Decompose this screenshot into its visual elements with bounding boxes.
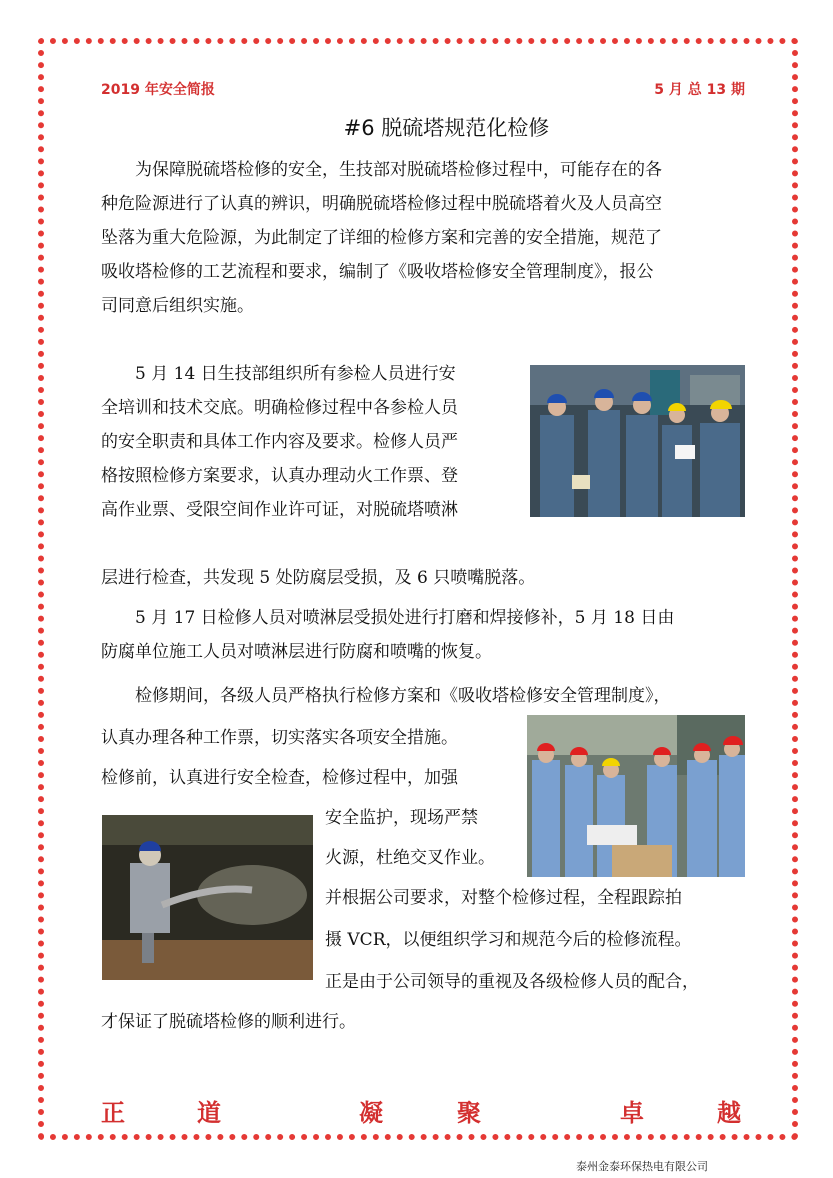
text-line: 防腐单位施工人员对喷淋层进行防腐和喷嘴的恢复。	[101, 642, 492, 662]
issue-number: 5 月 总 13 期	[654, 82, 745, 98]
text-line: 火源，杜绝交叉作业。	[325, 848, 495, 868]
motto-char: 聚	[457, 1098, 483, 1127]
text-line: 并根据公司要求，对整个检修过程，全程跟踪拍	[325, 888, 682, 908]
article-title	[0, 112, 833, 142]
text-line: 层进行检查，共发现 5 处防腐层受损，及 6 只喷嘴脱落。	[101, 568, 536, 588]
motto-char: 正	[101, 1098, 127, 1127]
motto-char: 道	[197, 1098, 223, 1127]
text-line: 检修前，认真进行安全检查，检修过程中，加强	[101, 768, 458, 788]
text-line: 5 月 14 日生技部组织所有参检人员进行安	[101, 364, 456, 384]
text-line: 吸收塔检修的工艺流程和要求，编制了《吸收塔检修安全管理制度》，报公	[101, 262, 654, 282]
issue-name: 2019 年安全简报	[101, 82, 215, 98]
article-title-text: #6 脱硫塔规范化检修	[343, 116, 550, 140]
text-line: 坠落为重大危险源，为此制定了详细的检修方案和完善的安全措施，规范了	[101, 228, 662, 248]
text-line: 5 月 17 日检修人员对喷淋层受损处进行打磨和焊接修补，5 月 18 日由	[101, 608, 675, 628]
text-line: 安全监护，现场严禁	[325, 808, 478, 828]
training-photo	[530, 365, 745, 517]
text-line: 的安全职责和具体工作内容及要求。检修人员严	[101, 432, 458, 452]
text-line: 司同意后组织实施。	[101, 296, 254, 316]
text-line: 认真办理各种工作票，切实落实各项安全措施。	[101, 728, 458, 748]
text-line: 才保证了脱硫塔检修的顺利进行。	[101, 1012, 356, 1032]
spraying-photo	[102, 815, 313, 980]
text-line: 格按照检修方案要求，认真办理动火工作票、登	[101, 466, 458, 486]
motto-char: 越	[717, 1098, 743, 1127]
company-name: 泰州金泰环保热电有限公司	[576, 1160, 708, 1173]
text-line: 摄 VCR，以便组织学习和规范今后的检修流程。	[325, 930, 692, 950]
text-line: 高作业票、受限空间作业许可证，对脱硫塔喷淋	[101, 500, 458, 520]
motto-char: 卓	[620, 1098, 646, 1127]
inspection-photo	[527, 715, 745, 877]
motto-char: 凝	[359, 1098, 385, 1127]
text-line: 为保障脱硫塔检修的安全，生技部对脱硫塔检修过程中，可能存在的各	[101, 160, 662, 180]
text-line: 检修期间，各级人员严格执行检修方案和《吸收塔检修安全管理制度》，	[101, 686, 671, 706]
text-line: 全培训和技术交底。明确检修过程中各参检人员	[101, 398, 458, 418]
text-line: 种危险源进行了认真的辨识，明确脱硫塔检修过程中脱硫塔着火及人员高空	[101, 194, 662, 214]
text-line: 正是由于公司领导的重视及各级检修人员的配合，	[325, 972, 699, 992]
